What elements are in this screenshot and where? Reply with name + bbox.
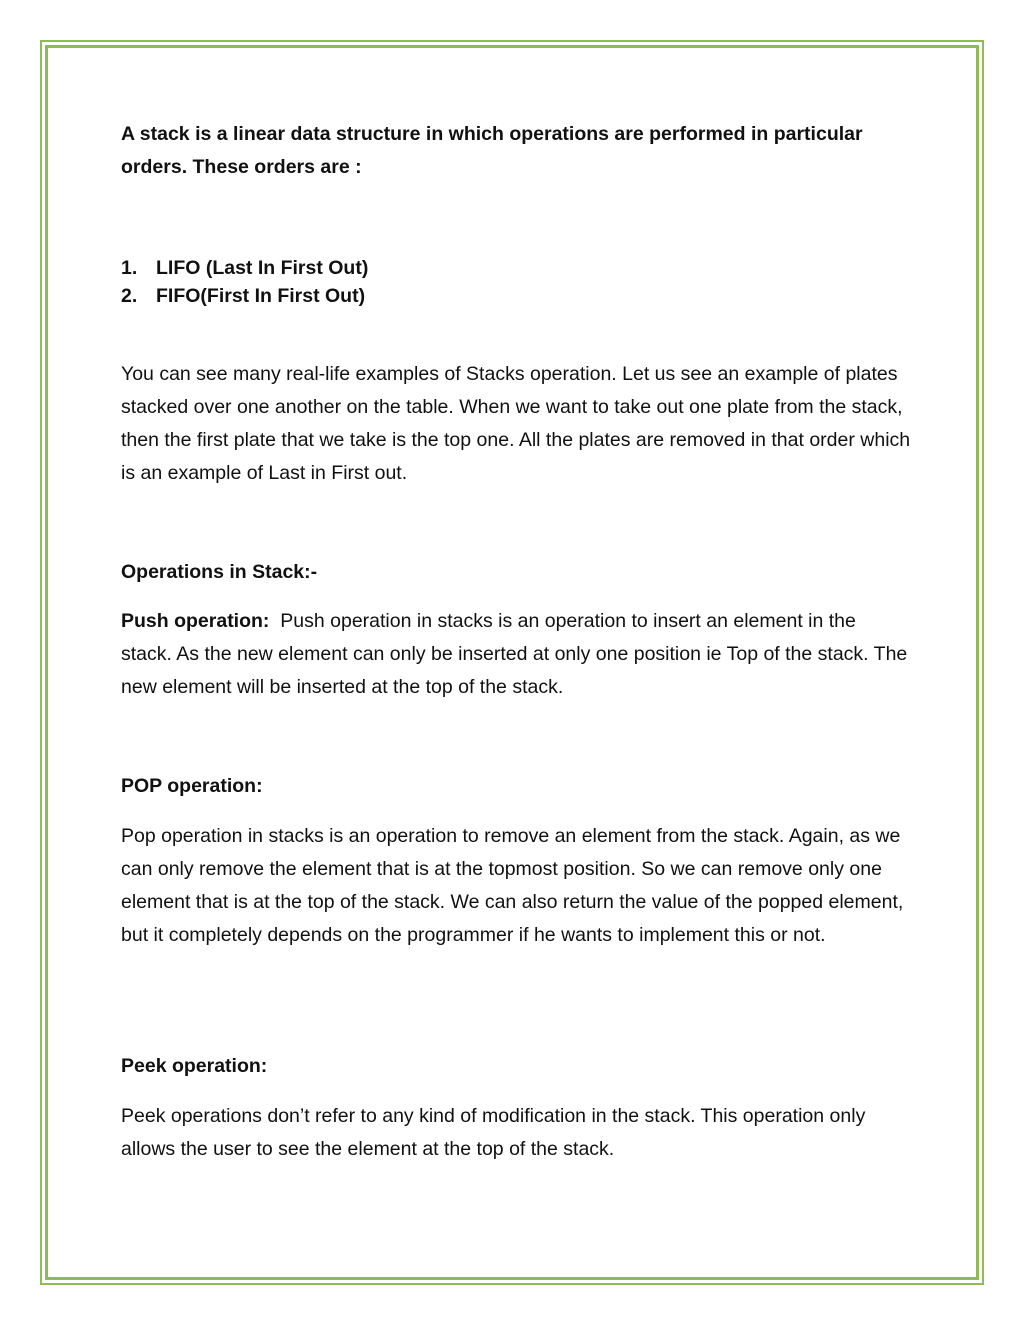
push-text: Push operation in stacks is an operation to insert an element in the stack. As the new element can only be inserted at only one position ie Top of the stack. The new element will be inserted at the top of the stack. — [121, 610, 908, 698]
pop-paragraph: Pop operation in stacks is an operation to remove an element from the stack. Again, as we can only remove the element that is at the topmost position. So we can remove only one element that is at the top of the stack. We can also return the value of the popped element, but it completely depends on the programmer if he wants to implement this or not. — [121, 825, 904, 946]
list-item-text: LIFO (Last In First Out) — [156, 257, 369, 279]
list-item — [121, 254, 911, 282]
example-paragraph: You can see many real-life examples of Stacks operation. Let us see an example of plates stacked over one another on the table. When we want to take out one plate from the stack, then the first plate that we take is the top one. All the plates are removed in that order which is an example of Last in First out. — [121, 363, 911, 484]
list-item-number: 2. — [121, 285, 138, 307]
peek-paragraph: Peek operations don’t refer to any kind of modification in the stack. This operation only allows the user to see the element at the top of the stack. — [121, 1105, 866, 1160]
list-item-text: FIFO(First In First Out) — [156, 285, 366, 307]
list-item-number: 1. — [121, 257, 138, 279]
push-paragraph — [121, 605, 911, 704]
operations-heading: Operations in Stack:- — [121, 561, 318, 583]
peek-heading: Peek operation: — [121, 1055, 268, 1077]
push-label: Push operation: — [121, 610, 270, 632]
intro-paragraph: A stack is a linear data structure in which operations are performed in particular orders. These orders are : — [121, 123, 863, 178]
orders-list — [121, 254, 911, 310]
pop-heading: POP operation: — [121, 775, 263, 797]
list-item — [121, 282, 911, 310]
